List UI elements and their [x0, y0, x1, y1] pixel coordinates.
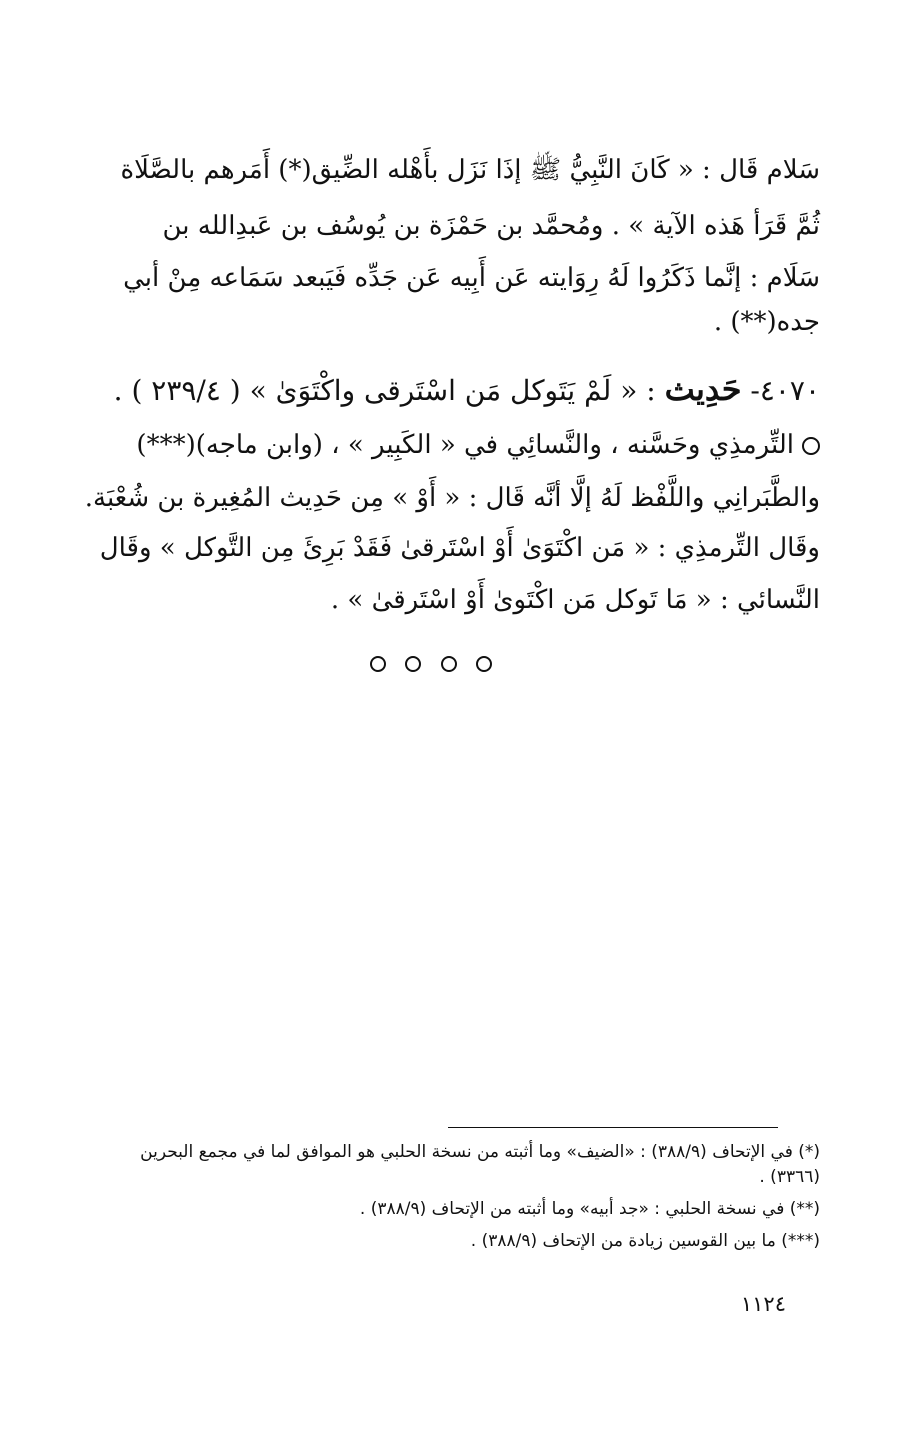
hadith-heading [114, 368, 820, 412]
footnote-continuation: (٣٣٦٦) . [759, 1167, 820, 1187]
footnote: (*) في الإتحاف (٣٨٨/٩) : «الضيف» وما أثبته من نسخة الحلبي هو الموافق لما في مجمع البحرين [140, 1142, 820, 1162]
text-line: والطَّبَرانِي واللَّفْظ لَهُ إلَّا أنَّه قَال : « أَوْ » مِن حَدِيث المُغِيرة بن شُعْبَة. [84, 483, 820, 513]
footnote-separator [448, 1127, 778, 1128]
text-line: وقَال التِّرمذِي : « مَن اكْتَوَىٰ أَوْ اسْتَرقىٰ فَقَدْ بَرِئَ مِن التَّوكل » وقَال [99, 533, 820, 563]
circle-ornament-icon [441, 656, 457, 672]
hadith-heading-text: : « لَمْ يَتَوكل مَن اسْتَرقى واكْتَوَىٰ » ( ٢٣٩/٤ ) . [113, 374, 656, 407]
footnote: (***) ما بين القوسين زيادة من الإتحاف (٣٨٨/٩) . [470, 1231, 820, 1251]
circle-ornament-icon [370, 656, 386, 672]
section-end-ornament [370, 652, 492, 676]
circle-ornament-icon [405, 656, 421, 672]
footnote: (**) في نسخة الحلبي : «جد أبيه» وما أثبته من الإتحاف (٣٨٨/٩) . [359, 1199, 820, 1219]
text-line [136, 425, 820, 465]
hadith-number: ٤٠٧٠- [750, 374, 820, 407]
text-line-content: التِّرمذِي وحَسَّنه ، والنَّسائِي في « الكَبِير » ، (وابن ماجه)(***) [136, 430, 794, 460]
page-number: ١١٢٤ [740, 1292, 786, 1316]
bullet-circle-icon [802, 437, 820, 455]
text-line: سَلَام : إنَّما ذَكَرُوا لَهُ رِوَايته عَن أَبِيه عَن جَدِّه فَيَبعد سَمَاعه مِنْ أبي [123, 263, 820, 293]
text-line: جده(**) . [713, 307, 820, 337]
circle-ornament-icon [476, 656, 492, 672]
text-line: ثُمَّ قَرَأ هَذه الآية » . ومُحمَّد بن حَمْزَة بن يُوسُف بن عَبدِالله بن [162, 211, 820, 241]
text-line: سَلام قَال : « كَانَ النَّبِيُّ ﷺ إذَا نَزَل بأَهْله الضِّيق(*) أَمَرهم بالصَّلَاة [120, 155, 820, 185]
hadith-heading-word: حَدِيث [664, 370, 742, 408]
text-line: النَّسائي : « مَا تَوكل مَن اكْتَوىٰ أَوْ اسْتَرقىٰ » . [330, 585, 820, 615]
